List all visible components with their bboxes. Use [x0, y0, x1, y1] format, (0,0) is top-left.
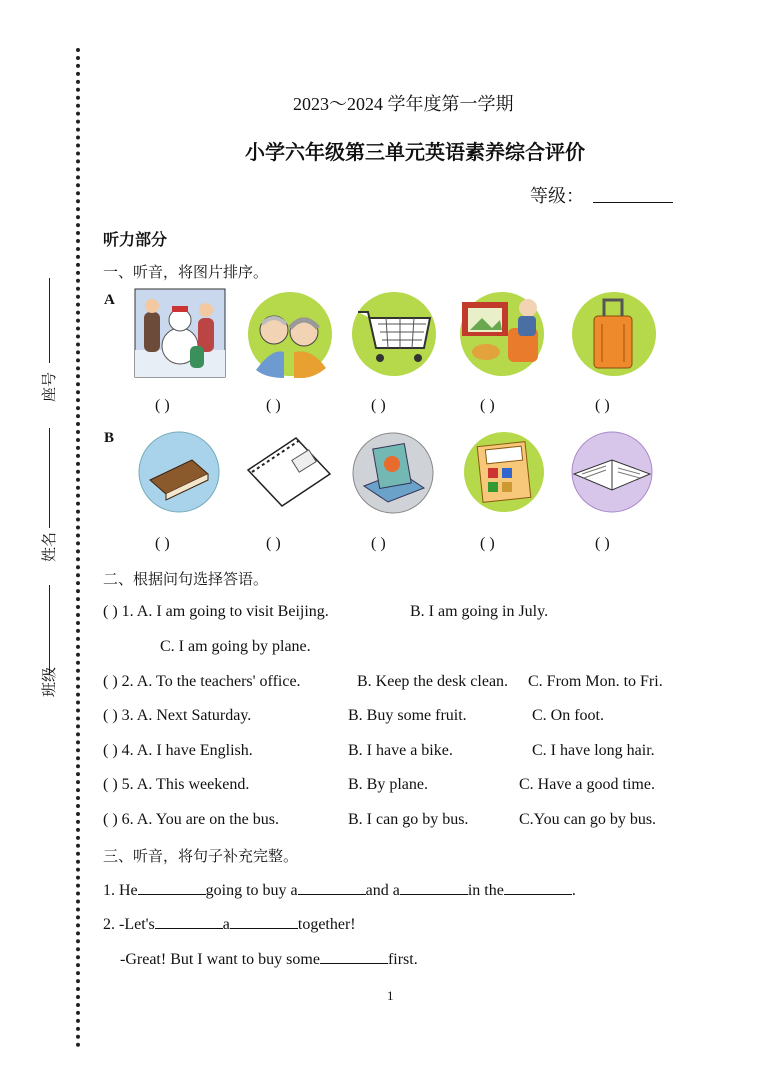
- sentence-2: [103, 914, 356, 934]
- s1-blank-1[interactable]: [138, 880, 206, 895]
- question-3: [103, 707, 251, 725]
- answer-paren-b1[interactable]: ( ): [155, 535, 170, 552]
- q5-option-a: A. This weekend.: [136, 776, 250, 793]
- q6-option-a: A. You are on the bus.: [136, 811, 279, 828]
- suitcase-picture: [566, 290, 662, 378]
- q5-number[interactable]: ( ) 5.: [103, 776, 134, 793]
- binding-dotted-line: [76, 48, 80, 1048]
- s2-text-2: a: [222, 916, 230, 933]
- name-label: 姓名: [40, 531, 58, 562]
- sentence-3: [120, 949, 418, 969]
- question-2: [103, 673, 301, 691]
- question-1: [103, 603, 329, 621]
- q3-option-b: B. Buy some fruit.: [348, 707, 467, 724]
- q5-option-b: B. By plane.: [348, 776, 428, 793]
- s1-blank-2[interactable]: [298, 880, 366, 895]
- answer-paren-a3[interactable]: ( ): [371, 397, 386, 414]
- section3-title: 三、听音，将句子补充完整。: [103, 847, 299, 865]
- seat-blank-line: [49, 278, 50, 363]
- page-number: 1: [387, 988, 394, 1003]
- brown-book-picture: [136, 430, 222, 514]
- s1-text-1: 1. He: [103, 882, 138, 899]
- answer-paren-b3[interactable]: ( ): [371, 535, 386, 552]
- name-blank-line: [49, 428, 50, 528]
- q1-option-b: B. I am going in July.: [410, 603, 549, 620]
- answer-paren-a1[interactable]: ( ): [155, 397, 170, 414]
- answer-paren-a4[interactable]: ( ): [480, 397, 495, 414]
- cinema-picture: [458, 290, 548, 378]
- page-title: 小学六年级第三单元英语素养综合评价: [245, 140, 585, 164]
- q2-option-a: A. To the teachers' office.: [136, 673, 301, 690]
- seat-label: 座号: [40, 371, 58, 402]
- grade-label: 等级：: [530, 186, 584, 207]
- q3-option-c: C. On foot.: [532, 707, 604, 724]
- row-a-label: A: [104, 292, 115, 308]
- q5-option-c: C. Have a good time.: [519, 776, 655, 793]
- answer-paren-a5[interactable]: ( ): [595, 397, 610, 414]
- q2-number[interactable]: ( ) 2.: [103, 673, 134, 690]
- open-book-picture: [566, 430, 658, 514]
- question-6: [103, 811, 279, 829]
- s3-text-1: -Great! But I want to buy some: [120, 951, 320, 968]
- grade-blank: [593, 202, 673, 203]
- s2-text-3: together!: [297, 916, 356, 933]
- notebook-picture: [242, 430, 334, 514]
- s1-blank-3[interactable]: [400, 880, 468, 895]
- q6-number[interactable]: ( ) 6.: [103, 811, 134, 828]
- row-b-label: B: [104, 430, 115, 446]
- question-5: [103, 776, 249, 794]
- q2-option-b: B. Keep the desk clean.: [357, 673, 509, 690]
- class-blank-line: [49, 585, 50, 675]
- sentence-1: [103, 880, 576, 900]
- question-4: [103, 742, 253, 760]
- q4-option-b: B. I have a bike.: [348, 742, 453, 759]
- answer-paren-b2[interactable]: ( ): [266, 535, 281, 552]
- q2-option-c: C. From Mon. to Fri.: [528, 673, 663, 690]
- s1-blank-4[interactable]: [504, 880, 572, 895]
- grandparents-picture: [246, 290, 334, 378]
- s2-text-1: 2. -Let's: [103, 916, 155, 933]
- q1-option-a: A. I am going to visit Beijing.: [136, 603, 329, 620]
- s2-blank-1[interactable]: [155, 914, 223, 929]
- s3-blank-1[interactable]: [320, 949, 388, 964]
- q4-option-a: A. I have English.: [136, 742, 253, 759]
- shopping-cart-picture: [350, 290, 438, 378]
- term-line: 2023～2024 学年度第一学期: [293, 94, 514, 114]
- s1-text-4: in the: [467, 882, 504, 899]
- q3-option-a: A. Next Saturday.: [136, 707, 252, 724]
- q4-option-c: C. I have long hair.: [532, 742, 655, 759]
- s1-text-5: .: [571, 882, 576, 899]
- section2-title: 二、根据问句选择答语。: [103, 570, 269, 588]
- q4-number[interactable]: ( ) 4.: [103, 742, 134, 759]
- q6-option-c: C.You can go by bus.: [519, 811, 657, 828]
- q3-number[interactable]: ( ) 3.: [103, 707, 134, 724]
- answer-paren-a2[interactable]: ( ): [266, 397, 281, 414]
- class-label: 班级: [40, 666, 58, 697]
- snowman-picture: [134, 288, 226, 378]
- s3-text-2: first.: [387, 951, 418, 968]
- section1-title: 一、听音，将图片排序。: [103, 263, 269, 281]
- q1-number[interactable]: ( ) 1.: [103, 603, 134, 620]
- q1-option-c: C. I am going by plane.: [160, 638, 311, 655]
- listening-heading: 听力部分: [103, 230, 168, 249]
- s2-blank-2[interactable]: [230, 914, 298, 929]
- s1-text-3: and a: [365, 882, 400, 899]
- answer-paren-b4[interactable]: ( ): [480, 535, 495, 552]
- storybook-picture: [350, 432, 436, 514]
- word-book-picture: [458, 430, 550, 514]
- q6-option-b: B. I can go by bus.: [348, 811, 469, 828]
- s1-text-2: going to buy a: [205, 882, 298, 899]
- answer-paren-b5[interactable]: ( ): [595, 535, 610, 552]
